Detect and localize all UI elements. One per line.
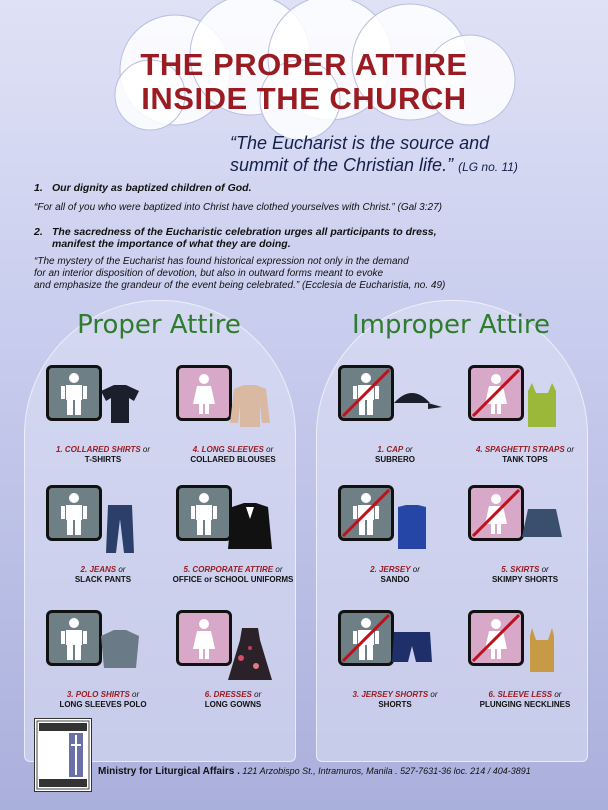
- item-caption: [330, 445, 460, 465]
- item-or: or: [129, 690, 140, 699]
- item-caption: [330, 565, 460, 585]
- man-icon: [46, 485, 102, 541]
- proper-item: [168, 485, 298, 605]
- item-primary: LONG SLEEVES: [201, 445, 264, 454]
- item-or: or: [403, 445, 413, 454]
- item-primary: SKIRTS: [510, 565, 540, 574]
- item-caption: [460, 565, 590, 585]
- item-secondary: OFFICE or SCHOOL UNIFORMS: [172, 575, 294, 584]
- page-title: [100, 48, 508, 116]
- item-or: or: [410, 565, 420, 574]
- sleeveless-icon: [518, 628, 574, 689]
- suit-icon: [176, 485, 232, 541]
- eucharist-quote: [230, 132, 600, 178]
- item-number: 4.: [475, 445, 485, 454]
- point-1-text: Our dignity as baptized children of God.: [52, 182, 252, 194]
- cap-icon: [388, 383, 444, 444]
- item-caption: [168, 690, 298, 710]
- item-or: or: [564, 445, 575, 454]
- point-2-text-line-1: The sacredness of the Eucharistic celebration urges all participants to dress,: [52, 226, 437, 238]
- point-2-scripture-line-2: for an interior disposition of devotion, but also in outward forms meant to evoke: [34, 268, 384, 279]
- item-number: 1.: [55, 445, 65, 454]
- footer: [98, 766, 531, 777]
- item-number: 5.: [501, 565, 511, 574]
- item-secondary: LONG GOWNS: [204, 700, 262, 709]
- item-or: or: [251, 690, 262, 699]
- point-1: [34, 182, 594, 213]
- woman-icon: [468, 610, 524, 666]
- improper-item: [330, 485, 460, 605]
- dress-garment-icon: [226, 628, 282, 689]
- improper-item: [460, 610, 590, 730]
- blouse-icon: [226, 383, 282, 444]
- item-number: 3.: [352, 690, 362, 699]
- item-or: or: [263, 445, 274, 454]
- item-caption: [460, 690, 590, 710]
- item-primary: JEANS: [89, 565, 117, 574]
- quote-line-1: “The Eucharist is the source and: [230, 133, 490, 153]
- item-caption: [168, 565, 298, 585]
- point-2-scripture-line-3: and emphasize the grandeur of the event being celebrated.” (Ecclesia de Eucharistia, no. 49): [34, 280, 446, 291]
- item-primary: CORPORATE ATTIRE: [192, 565, 274, 574]
- item-secondary: SUBRERO: [374, 455, 415, 464]
- jersey-icon: [388, 503, 444, 564]
- improper-attire-heading: Improper Attire: [351, 310, 551, 340]
- footer-address: 121 Arzobispo St., Intramuros, Manila . 527-7631-36 loc. 214 / 404-3891: [242, 766, 531, 776]
- item-number: 2.: [370, 565, 379, 574]
- item-secondary: PLUNGING NECKLINES: [479, 700, 571, 709]
- quote-line-2: summit of the Christian life.”: [230, 155, 454, 175]
- item-secondary: SANDO: [380, 575, 410, 584]
- improper-item: [330, 610, 460, 730]
- improper-item: [460, 365, 590, 485]
- man-icon: [46, 610, 102, 666]
- item-secondary: SLACK PANTS: [74, 575, 132, 584]
- tshirt-icon: [96, 383, 152, 444]
- item-caption: [330, 690, 460, 710]
- proper-item: [168, 610, 298, 730]
- woman-icon: [468, 365, 524, 421]
- item-primary: COLLARED SHIRTS: [64, 445, 141, 454]
- item-or: or: [539, 565, 549, 574]
- proper-item: [168, 365, 298, 485]
- woman-icon: [468, 485, 524, 541]
- item-caption: [38, 565, 168, 585]
- proper-item: [38, 485, 168, 605]
- item-secondary: T-SHIRTS: [84, 455, 122, 464]
- item-secondary: SKIMPY SHORTS: [491, 575, 559, 584]
- item-caption: [168, 445, 298, 465]
- item-primary: JERSEY: [378, 565, 411, 574]
- dress-icon: [176, 610, 232, 666]
- proper-item: [38, 610, 168, 730]
- point-2-text-line-2: manifest the importance of what they are doing.: [52, 238, 291, 250]
- proper-item: [38, 365, 168, 485]
- man-icon: [46, 365, 102, 421]
- item-secondary: LONG SLEEVES POLO: [59, 700, 147, 709]
- item-primary: POLO SHIRTS: [75, 690, 130, 699]
- tanktop-icon: [518, 383, 574, 444]
- item-number: 6.: [488, 690, 498, 699]
- item-number: 6.: [204, 690, 214, 699]
- item-caption: [38, 445, 168, 465]
- item-number: 5.: [183, 565, 193, 574]
- item-secondary: SHORTS: [378, 700, 412, 709]
- title-line-2: INSIDE THE CHURCH: [141, 81, 467, 116]
- item-primary: SLEEVE LESS: [497, 690, 553, 699]
- point-1-scripture: “For all of you who were baptized into Christ have clothed yourselves with Christ.” (Gal 3:27): [34, 202, 442, 213]
- skirt-icon: [518, 503, 574, 564]
- point-2-scripture-line-1: “The mystery of the Eucharist has found historical expression not only in the demand: [34, 256, 409, 267]
- item-number: 2.: [80, 565, 90, 574]
- point-2: [34, 226, 594, 292]
- jersey-man-icon: [338, 485, 394, 541]
- cap-man-icon: [338, 365, 394, 421]
- footer-org: Ministry for Liturgical Affairs .: [98, 766, 240, 777]
- item-primary: JERSEY SHORTS: [361, 690, 429, 699]
- shorts-man-icon: [338, 610, 394, 666]
- item-number: 1.: [377, 445, 387, 454]
- jeans-icon: [96, 503, 152, 564]
- suit-garment-icon: [226, 503, 282, 564]
- item-or: or: [428, 690, 438, 699]
- item-primary: SPAGHETTI STRAPS: [484, 445, 565, 454]
- proper-attire-heading: Proper Attire: [77, 310, 241, 340]
- item-or: or: [552, 690, 562, 699]
- item-caption: [38, 690, 168, 710]
- improper-item: [460, 485, 590, 605]
- item-primary: CAP: [386, 445, 404, 454]
- quote-citation: (LG no. 11): [458, 160, 518, 174]
- item-or: or: [140, 445, 151, 454]
- improper-item: [330, 365, 460, 485]
- shorts-icon: [388, 628, 444, 689]
- item-or: or: [116, 565, 126, 574]
- item-primary: DRESSES: [213, 690, 252, 699]
- item-or: or: [273, 565, 283, 574]
- title-line-1: THE PROPER ATTIRE: [140, 47, 468, 82]
- ministry-logo: [34, 718, 92, 792]
- item-number: 3.: [66, 690, 76, 699]
- woman-icon: [176, 365, 232, 421]
- polo-icon: [96, 628, 152, 689]
- item-caption: [460, 445, 590, 465]
- item-secondary: TANK TOPS: [502, 455, 548, 464]
- item-number: 4.: [192, 445, 202, 454]
- point-1-number: 1.: [34, 182, 43, 194]
- point-2-number: 2.: [34, 226, 43, 238]
- item-secondary: COLLARED BLOUSES: [190, 455, 276, 464]
